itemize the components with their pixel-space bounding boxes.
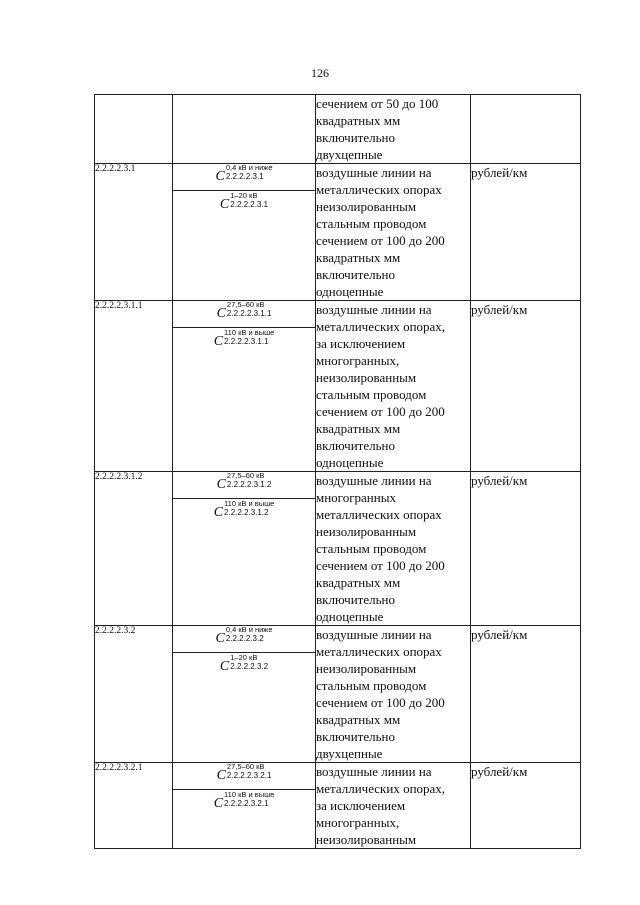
description-line: квадратных мм [316, 421, 401, 436]
row-symbols [173, 472, 316, 626]
table-row [95, 95, 581, 164]
row-description [316, 164, 471, 301]
symbol-superscript: 110 кВ и выше [224, 790, 275, 799]
symbol-letter: C [215, 631, 225, 646]
description-line: включительно [316, 592, 395, 607]
row-description [316, 95, 471, 164]
row-description [316, 626, 471, 763]
page-number: 126 [311, 66, 329, 80]
symbol-cell [173, 327, 315, 355]
description-line: неизолированным [316, 370, 417, 385]
symbol-superscript: 0,4 кВ и ниже [225, 163, 273, 172]
description-line: металлических опорах [316, 182, 442, 197]
symbol-letter: C [213, 505, 224, 520]
row-code: 2.2.2.2.3.1.1 [95, 301, 173, 472]
symbol-superscript: 1–20 кВ [230, 191, 258, 200]
table-row [95, 301, 581, 472]
description-line: двухцепные [316, 746, 383, 761]
symbol-letter: C [213, 796, 224, 811]
row-description [316, 472, 471, 626]
table-row [95, 626, 581, 763]
description-line: включительно [316, 438, 395, 453]
symbol-cell [173, 763, 315, 789]
row-symbols [173, 95, 316, 164]
symbol-superscript: 0,4 кВ и ниже [225, 625, 273, 634]
description-line: одноцепные [316, 284, 384, 299]
description-line: сечением от 100 до 200 [316, 404, 445, 419]
row-code [95, 95, 173, 164]
tariff-symbol [217, 472, 272, 492]
symbol-subscript: 2.2.2.2.3.2 [230, 662, 269, 671]
row-symbols [173, 164, 316, 301]
symbol-cell [173, 626, 315, 652]
description-line: сечением от 50 до 100 [316, 96, 439, 111]
description-line: металлических опорах, [316, 319, 446, 334]
row-code: 2.2.2.2.3.2.1 [95, 763, 173, 849]
description-line: металлических опорах [316, 644, 442, 659]
row-code: 2.2.2.2.3.1.2 [95, 472, 173, 626]
row-symbols [173, 626, 316, 763]
symbol-subscript: 2.2.2.2.3.1.1 [226, 309, 272, 318]
symbol-subscript: 2.2.2.2.3.1.1 [224, 337, 269, 346]
symbol-cell [173, 652, 315, 680]
tariff-symbol [217, 301, 272, 321]
symbol-cell [173, 789, 315, 817]
description-line: за исключением [316, 336, 406, 351]
symbol-superscript: 27,5–60 кВ [226, 471, 265, 480]
symbol-subscript: 2.2.2.2.3.2.1 [224, 799, 269, 808]
description-line: многогранных, [316, 815, 400, 830]
symbol-superscript: 27,5–60 кВ [226, 300, 265, 309]
description-line: сечением от 100 до 200 [316, 558, 445, 573]
row-unit: рублей/км [471, 301, 581, 472]
description-line: воздушные линии на [316, 165, 432, 180]
symbol-letter: C [219, 659, 230, 674]
symbol-letter: C [213, 334, 224, 349]
description-line: многогранных, [316, 353, 400, 368]
symbol-letter: C [215, 169, 225, 184]
symbol-subscript: 2.2.2.2.3.1 [230, 200, 269, 209]
row-description [316, 301, 471, 472]
description-line: неизолированным [316, 199, 417, 214]
symbol-superscript: 1–20 кВ [230, 653, 258, 662]
tariff-table [94, 94, 581, 849]
symbol-superscript: 110 кВ и выше [224, 328, 275, 337]
description-line: двухцепные [316, 147, 383, 162]
description-line: одноцепные [316, 609, 384, 624]
description-line: включительно [316, 130, 395, 145]
tariff-symbol [215, 164, 272, 184]
table-row [95, 164, 581, 301]
row-code: 2.2.2.2.3.2 [95, 626, 173, 763]
symbol-cell [173, 498, 315, 526]
symbol-subscript: 2.2.2.2.3.2 [225, 634, 264, 643]
row-description [316, 763, 471, 849]
description-line: металлических опорах, [316, 781, 446, 796]
description-line: стальным проводом [316, 387, 427, 402]
symbol-cell [173, 190, 315, 218]
row-unit: рублей/км [471, 763, 581, 849]
table-row [95, 472, 581, 626]
description-line: воздушные линии на [316, 627, 432, 642]
description-line: неизолированным [316, 524, 417, 539]
symbol-letter: C [216, 306, 226, 321]
tariff-symbol [214, 329, 275, 349]
description-line: стальным проводом [316, 678, 427, 693]
description-line: одноцепные [316, 455, 384, 470]
symbol-subscript: 2.2.2.2.3.1.2 [226, 480, 272, 489]
symbol-letter: C [216, 477, 226, 492]
row-unit: рублей/км [471, 472, 581, 626]
description-line: сечением от 100 до 200 [316, 233, 445, 248]
tariff-symbol [215, 626, 272, 646]
row-code: 2.2.2.2.3.1 [95, 164, 173, 301]
tariff-symbol [220, 654, 268, 674]
symbol-subscript: 2.2.2.2.3.2.1 [226, 771, 272, 780]
description-line: неизолированным [316, 832, 417, 847]
description-line: стальным проводом [316, 216, 427, 231]
tariff-symbol [217, 763, 272, 783]
description-line: включительно [316, 729, 395, 744]
row-unit: рублей/км [471, 626, 581, 763]
symbol-letter: C [219, 197, 230, 212]
description-line: многогранных [316, 490, 396, 505]
description-line: неизолированным [316, 661, 417, 676]
tariff-symbol [214, 500, 275, 520]
row-symbols [173, 763, 316, 849]
symbol-superscript: 110 кВ и выше [224, 499, 275, 508]
symbol-cell [173, 472, 315, 498]
description-line: квадратных мм [316, 575, 401, 590]
description-line: воздушные линии на [316, 473, 432, 488]
description-line: включительно [316, 267, 395, 282]
tariff-symbol [220, 192, 268, 212]
row-unit [471, 95, 581, 164]
table-row [95, 763, 581, 849]
description-line: стальным проводом [316, 541, 427, 556]
description-line: квадратных мм [316, 250, 401, 265]
symbol-subscript: 2.2.2.2.3.1 [225, 172, 264, 181]
symbol-subscript: 2.2.2.2.3.1.2 [224, 508, 269, 517]
symbol-cell [173, 164, 315, 190]
row-unit: рублей/км [471, 164, 581, 301]
description-line: воздушные линии на [316, 764, 432, 779]
description-line: сечением от 100 до 200 [316, 695, 445, 710]
description-line: квадратных мм [316, 113, 401, 128]
symbol-letter: C [216, 768, 226, 783]
symbol-superscript: 27,5–60 кВ [226, 762, 265, 771]
description-line: металлических опорах [316, 507, 442, 522]
description-line: за исключением [316, 798, 406, 813]
symbol-cell [173, 301, 315, 327]
tariff-symbol [214, 791, 275, 811]
description-line: квадратных мм [316, 712, 401, 727]
row-symbols [173, 301, 316, 472]
description-line: воздушные линии на [316, 302, 432, 317]
